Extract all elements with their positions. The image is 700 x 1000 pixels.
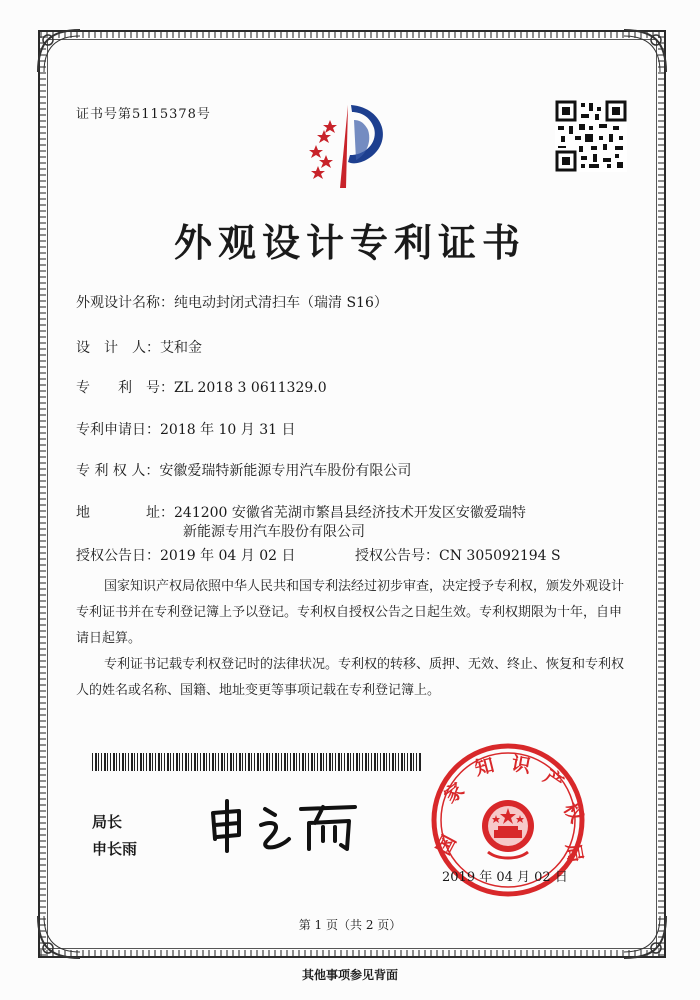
design-name-value: 纯电动封闭式清扫车（瑞清 S16）: [174, 295, 388, 311]
field-design-name: [76, 293, 388, 313]
director-signature: [205, 795, 365, 855]
seal-date: 2019 年 04 月 02 日: [442, 870, 568, 885]
field-application-date: [76, 420, 296, 440]
field-address: [76, 503, 526, 523]
field-patentee: [76, 461, 411, 481]
corner-ornament-top-right: [614, 22, 674, 82]
grant-number-value: CN 305092194 S: [439, 548, 561, 564]
svg-text:权: 权: [558, 798, 588, 827]
grant-date-value: 2019 年 04 月 02 日: [160, 548, 296, 564]
corner-ornament-top-left: [30, 22, 90, 82]
field-grant-number: [355, 546, 561, 566]
design-name-label: 外观设计名称：: [76, 295, 174, 311]
footer-note: 其他事项参见背面: [301, 968, 398, 982]
director-title: 局长: [92, 813, 123, 831]
body-paragraph: 专利证书记载专利权登记时的法律状况。专利权的转移、质押、无效、终止、恢复和专利权人的姓名或名称、国籍、地址变更等事项记载在专利登记簿上。: [76, 657, 625, 698]
patent-number-value: ZL 2018 3 0611329.0: [174, 380, 327, 396]
field-grant-date: [76, 546, 296, 566]
qr-code: [555, 100, 627, 172]
barcode: [92, 753, 422, 771]
svg-text:产: 产: [539, 765, 568, 795]
director-name: 申长雨: [92, 840, 138, 858]
application-date-value: 2018 年 10 月 31 日: [160, 422, 296, 438]
certificate-body: [76, 574, 626, 704]
field-designer: [76, 338, 202, 358]
corner-ornament-bottom-left: [30, 906, 90, 966]
patentee-value: 安徽爱瑞特新能源专用汽车股份有限公司: [159, 463, 412, 479]
address-value-line2: 新能源专用汽车股份有限公司: [183, 524, 365, 540]
svg-text:识: 识: [509, 752, 533, 778]
certificate-number: 证书号第5115378号: [76, 107, 211, 122]
patent-number-label: 专 利 号：: [76, 380, 174, 396]
svg-text:局: 局: [561, 841, 587, 865]
application-date-label: 专利申请日：: [76, 422, 160, 438]
svg-text:家: 家: [440, 778, 469, 808]
corner-ornament-bottom-right: [614, 906, 674, 966]
patentee-label: 专 利 权 人：: [76, 463, 160, 479]
designer-value: 艾和金: [160, 340, 202, 356]
grant-number-label: 授权公告号：: [355, 548, 439, 564]
grant-date-label: 授权公告日：: [76, 548, 160, 564]
designer-label: 设 计 人：: [76, 340, 160, 356]
svg-text:国: 国: [432, 831, 461, 859]
page-indicator: 第 1 页（共 2 页）: [298, 918, 402, 932]
field-patent-number: [76, 378, 327, 398]
address-label: 地 址：: [76, 505, 174, 521]
body-paragraph: 国家知识产权局依照中华人民共和国专利法经过初步审查，决定授予专利权，颁发外观设计专利证书并在专利登记簿上予以登记。专利权自授权公告之日起生效。专利权期限为十年，自申请日起算。: [76, 579, 625, 646]
svg-text:知: 知: [472, 754, 497, 781]
certificate-title: 外观设计专利证书: [173, 221, 526, 265]
address-value-line1: 241200 安徽省芜湖市繁昌县经济技术开发区安徽爱瑞特: [174, 505, 526, 521]
patent-office-logo: [296, 100, 396, 195]
